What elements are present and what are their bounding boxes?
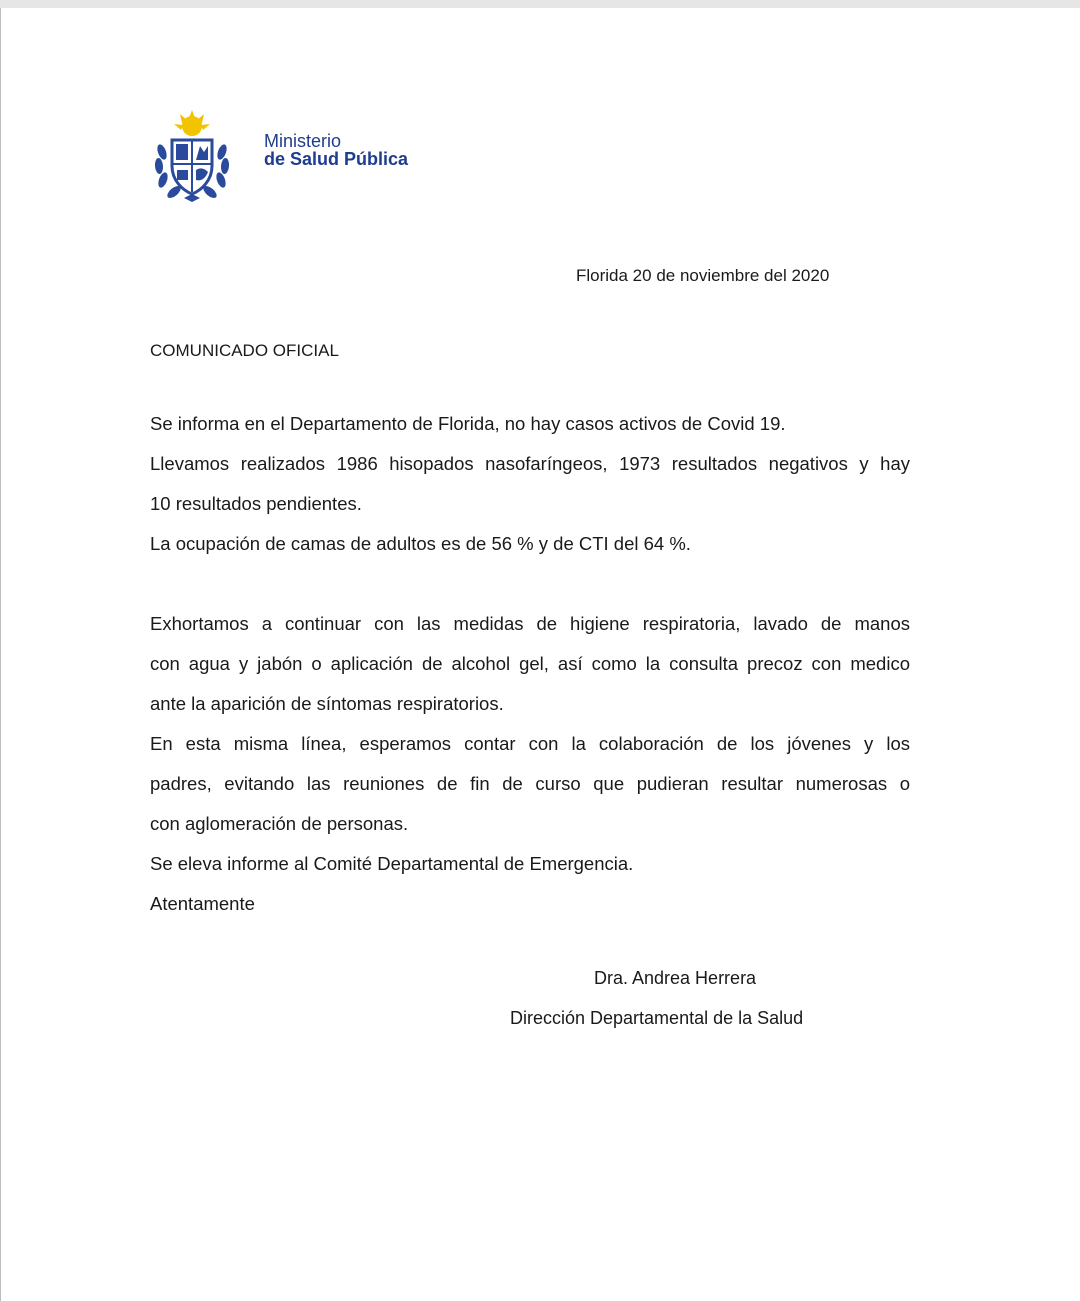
text-line: Llevamos realizados 1986 hisopados nasofaríngeos, 1973 resultados negativos y hay <box>150 453 910 474</box>
text-line: En esta misma línea, esperamos contar con la colaboración de los jóvenes y los <box>150 733 910 754</box>
paragraph-status <box>150 404 910 564</box>
document-heading: COMUNICADO OFICIAL <box>150 341 339 360</box>
text-line: padres, evitando las reuniones de fin de curso que pudieran resultar numerosas o <box>150 773 910 794</box>
closing-line: Atentamente <box>150 893 255 914</box>
signatory-title: Dirección Departamental de la Salud <box>510 1008 804 1028</box>
document-date: Florida 20 de noviembre del 2020 <box>576 266 830 285</box>
document-page <box>0 8 1080 1301</box>
text-line: 10 resultados pendientes. <box>150 493 362 514</box>
ministry-line-2: de Salud Pública <box>264 149 409 169</box>
uruguay-coat-of-arms-icon <box>150 108 234 204</box>
text-line: Se eleva informe al Comité Departamental de Emergencia. <box>150 853 634 874</box>
text-line: con agua y jabón o aplicación de alcohol gel, así como la consulta precoz con medico <box>150 653 910 674</box>
letterhead <box>150 108 550 208</box>
text-line: ante la aparición de síntomas respiratorios. <box>150 693 504 714</box>
window-top-bar <box>0 0 1080 8</box>
text-line: La ocupación de camas de adultos es de 56 % y de CTI del 64 %. <box>150 533 691 554</box>
ministry-line-1: Ministerio <box>264 131 342 151</box>
text-line: con aglomeración de personas. <box>150 813 409 834</box>
signatory-name: Dra. Andrea Herrera <box>594 968 757 988</box>
paragraph-recommendations <box>150 604 910 924</box>
ministry-name <box>264 132 408 168</box>
text-line: Exhortamos a continuar con las medidas de higiene respiratoria, lavado de manos <box>150 613 910 634</box>
text-line: Se informa en el Departamento de Florida, no hay casos activos de Covid 19. <box>150 413 786 434</box>
